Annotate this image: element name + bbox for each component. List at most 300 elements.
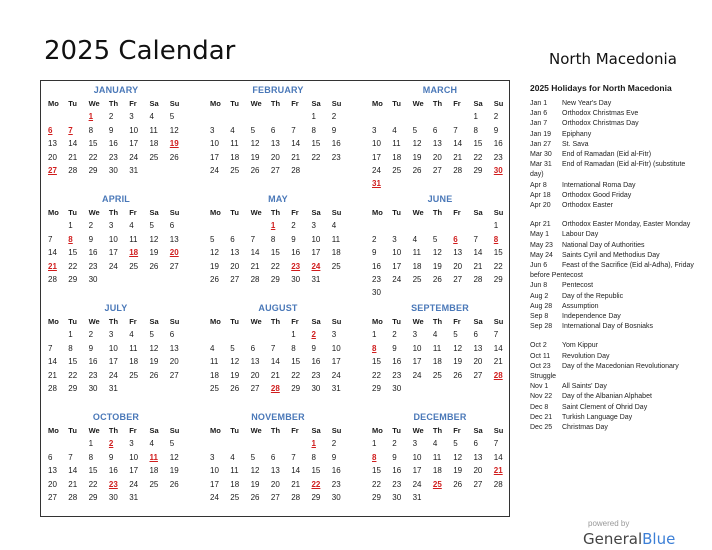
day-cell: 21 [291,479,301,489]
weekday-header: Th [108,426,119,435]
empty-cell [227,328,247,341]
day-cell: 4 [331,221,337,231]
day-cell: 7 [270,343,276,353]
day-cell: 5 [250,452,256,462]
day-cell: 6 [169,221,175,231]
day-cell: 23 [493,152,503,162]
day-cell: 6 [270,452,276,462]
day-cell: 14 [291,466,301,476]
day-cell: 15 [68,357,78,367]
day-cell: 23 [331,152,341,162]
day-cell: 21 [270,370,280,380]
month-february [207,83,349,177]
holiday-date: Oct 2 [530,342,547,350]
holiday-row [530,241,695,251]
day-cell: 12 [250,139,260,149]
holiday-day-cell: 6 [48,125,53,135]
weekday-header: Th [270,317,281,326]
day-cell: 1 [88,439,94,449]
day-cell: 2 [291,221,296,231]
day-cell: 3 [372,125,377,135]
day-cell: 1 [493,221,499,231]
day-cell: 12 [230,357,240,367]
day-cell: 18 [331,248,341,258]
day-cell: 8 [88,452,94,462]
day-cell: 21 [291,152,301,162]
day-cell: 30 [392,492,402,502]
holiday-row [530,230,695,240]
day-cell: 13 [473,452,483,462]
day-cell: 8 [270,234,276,244]
day-cell: 22 [68,370,78,380]
month-title: FEBRUARY [252,85,304,95]
weekday-header: Mo [48,208,59,217]
day-cell: 18 [432,466,442,476]
weekday-header: Tu [68,426,77,435]
holiday-date: May 1 [530,231,550,239]
day-cell: 19 [432,261,442,271]
weekday-header: Mo [48,99,59,108]
month-title: APRIL [102,194,130,204]
holiday-date: Nov 1 [530,383,549,391]
weekday-header: Mo [48,426,59,435]
holiday-row [530,352,695,362]
day-cell: 2 [331,439,337,449]
weekday-header: Su [169,208,180,217]
holiday-row [530,150,695,160]
day-cell: 31 [311,274,321,284]
day-cell: 9 [311,343,316,353]
holidays-title: 2025 Holidays for North Macedonia [530,83,672,93]
day-cell: 20 [432,152,442,162]
month-april [45,192,187,286]
day-cell: 27 [270,165,280,175]
empty-cell [207,437,227,450]
day-cell: 6 [230,234,235,244]
day-cell: 13 [169,234,179,244]
day-cell: 26 [149,261,159,271]
day-cell: 1 [291,330,296,340]
weekday-header: Th [432,317,443,326]
day-cell: 18 [230,479,240,489]
day-cell: 30 [392,383,402,393]
holiday-row [530,109,695,119]
day-cell: 23 [392,479,402,489]
day-cell: 27 [48,492,57,502]
day-cell: 13 [48,139,57,149]
holiday-list [530,99,695,442]
day-cell: 26 [250,165,260,175]
holiday-day-cell: 27 [48,165,57,175]
empty-cell [450,219,470,232]
day-cell: 26 [169,152,179,162]
day-cell: 11 [432,343,442,353]
day-cell: 10 [392,248,402,258]
weekday-header: We [412,208,424,217]
brand-logo[interactable] [583,530,675,548]
weekday-header: Th [270,99,281,108]
day-cell: 15 [270,248,280,258]
holiday-row [530,302,695,312]
day-cell: 22 [493,261,503,271]
empty-cell [369,110,389,123]
weekday-header: Fr [291,208,299,217]
day-cell: 5 [250,125,256,135]
weekday-header: Su [331,208,342,217]
holiday-name: Day of the Republic [562,292,624,300]
weekday-header: Fr [453,208,461,217]
day-cell: 19 [149,248,159,258]
empty-cell [45,437,65,450]
day-cell: 22 [68,261,78,271]
empty-cell [268,437,288,450]
day-cell: 24 [210,492,219,502]
day-cell: 21 [250,261,260,271]
day-cell: 9 [108,452,114,462]
holiday-date: Jan 1 [530,100,548,107]
day-cell: 24 [129,152,139,162]
holiday-day-cell: 7 [68,125,73,135]
day-cell: 9 [372,248,377,258]
holiday-name: Yom Kippur [562,342,598,350]
day-cell: 23 [108,152,118,162]
day-cell: 5 [210,234,215,244]
weekday-header: Fr [453,317,461,326]
day-cell: 26 [250,492,260,502]
day-cell: 31 [412,492,422,502]
day-cell: 4 [230,125,235,135]
holiday-date: May 23 [530,241,553,249]
day-cell: 3 [108,221,114,231]
holiday-day-cell: 22 [311,479,321,489]
weekday-header: Th [108,317,119,326]
holiday-day-cell: 8 [493,234,499,244]
day-cell: 15 [493,248,503,258]
day-cell: 27 [473,370,483,380]
empty-cell [207,328,227,341]
day-cell: 18 [432,357,442,367]
holiday-row [530,261,695,281]
holiday-date: Jan 27 [530,140,552,148]
day-cell: 30 [372,288,381,298]
day-cell: 1 [68,221,73,231]
empty-cell [227,110,247,123]
day-cell: 7 [473,234,478,244]
weekday-header: Su [493,317,504,326]
empty-cell [248,219,268,232]
day-cell: 13 [250,357,260,367]
day-cell: 28 [250,274,260,284]
weekday-header: Su [331,99,342,108]
holiday-name: Orthodox Christmas Eve [562,110,639,118]
weekday-header: Su [493,426,504,435]
day-cell: 13 [473,343,483,353]
weekday-header: Fr [291,317,299,326]
month-october [45,410,187,504]
day-cell: 14 [68,466,78,476]
day-cell: 11 [210,357,219,367]
holiday-row [530,201,695,211]
day-cell: 7 [291,452,296,462]
day-cell: 27 [270,492,280,502]
day-cell: 8 [473,125,478,135]
day-cell: 24 [108,261,118,271]
holiday-date: Apr 20 [530,202,551,210]
holiday-day-cell: 28 [270,383,280,393]
weekday-header: Mo [210,99,221,108]
day-cell: 13 [453,248,463,258]
day-cell: 16 [88,357,98,367]
weekday-header: Sa [149,99,159,108]
day-cell: 6 [432,125,438,135]
day-cell: 20 [270,479,280,489]
holiday-date: Jun 6 [530,262,548,270]
day-cell: 5 [432,234,438,244]
day-cell: 19 [169,466,179,476]
holiday-date: Oct 11 [530,352,551,360]
holiday-date: Jan 7 [530,120,548,128]
day-cell: 10 [372,139,381,149]
day-cell: 12 [453,452,463,462]
holiday-day-cell: 2 [311,330,316,340]
empty-cell [410,110,430,123]
day-cell: 2 [88,330,94,340]
day-cell: 7 [68,452,73,462]
weekday-header: Tu [392,208,401,217]
day-cell: 9 [392,343,397,353]
holiday-row [530,392,695,402]
day-cell: 11 [129,234,138,244]
empty-cell [65,110,85,123]
day-cell: 7 [453,125,458,135]
day-cell: 30 [331,492,341,502]
empty-cell [227,437,247,450]
weekday-header: Su [169,317,180,326]
day-cell: 12 [149,234,159,244]
day-cell: 22 [372,479,381,489]
holiday-day-cell: 1 [88,112,94,122]
day-cell: 26 [169,479,179,489]
day-cell: 19 [412,152,422,162]
holiday-group [530,99,695,211]
weekday-header: Tu [230,426,239,435]
empty-cell [430,219,450,232]
empty-cell [65,437,85,450]
holiday-date: Oct 23 [530,362,551,370]
day-cell: 28 [291,165,301,175]
weekday-header: We [88,99,100,108]
day-cell: 25 [412,274,422,284]
month-july [45,301,187,395]
holiday-date: Dec 25 [530,424,553,432]
weekday-header: Mo [372,99,383,108]
day-cell: 20 [453,261,463,271]
day-cell: 22 [88,479,98,489]
day-cell: 10 [331,343,341,353]
day-cell: 17 [108,357,118,367]
day-cell: 22 [311,152,321,162]
day-cell: 22 [270,261,280,271]
holiday-row [530,119,695,129]
holiday-name: Orthodox Christmas Day [562,120,639,128]
weekday-header: Mo [210,208,221,217]
holiday-date: Jan 6 [530,110,548,118]
day-cell: 16 [108,466,118,476]
day-cell: 11 [392,139,401,149]
day-cell: 17 [392,261,402,271]
day-cell: 19 [250,152,260,162]
day-cell: 17 [108,248,118,258]
weekday-header: Th [108,99,119,108]
day-cell: 4 [392,125,397,135]
weekday-header: Mo [372,317,383,326]
day-cell: 26 [432,274,442,284]
weekday-header: We [250,208,262,217]
holiday-day-cell: 20 [169,248,179,258]
day-cell: 3 [129,439,134,449]
day-cell: 11 [149,125,158,135]
day-cell: 6 [169,330,175,340]
month-january [45,83,187,177]
day-cell: 10 [412,343,422,353]
day-cell: 29 [372,492,381,502]
day-cell: 17 [412,357,422,367]
empty-cell [248,110,268,123]
holiday-date: Jun 8 [530,282,548,290]
day-cell: 11 [331,234,341,244]
empty-cell [410,219,430,232]
day-cell: 10 [108,234,118,244]
day-cell: 20 [473,466,483,476]
day-cell: 31 [129,165,139,175]
day-cell: 29 [291,383,301,393]
weekday-header: We [250,317,262,326]
day-cell: 23 [311,370,321,380]
weekday-header: Mo [372,426,383,435]
weekday-header: Su [493,99,504,108]
day-cell: 7 [48,234,53,244]
day-cell: 24 [412,370,422,380]
day-cell: 25 [432,370,442,380]
weekday-header: Tu [392,99,401,108]
weekday-header: Th [432,208,443,217]
holiday-row [530,140,695,150]
day-cell: 24 [412,479,422,489]
weekday-header: We [412,317,424,326]
day-cell: 5 [149,221,154,231]
empty-cell [227,219,247,232]
month-title: JANUARY [93,85,139,95]
day-cell: 9 [331,452,337,462]
day-cell: 16 [291,248,301,258]
day-cell: 29 [372,383,381,393]
empty-cell [369,219,389,232]
weekday-header: Su [493,208,504,217]
holiday-name: Saints Cyril and Methodius Day [562,251,660,259]
day-cell: 16 [493,139,503,149]
day-cell: 8 [311,452,316,462]
weekday-header: Sa [473,426,483,435]
holiday-row [530,322,695,332]
holiday-name: Epiphany [562,130,592,138]
day-cell: 16 [331,139,341,149]
day-cell: 12 [432,248,442,258]
holiday-name: Feast of the Sacrifice (Eid al-Adha), Friday before Pentecost [530,262,694,280]
weekday-header: Fr [453,99,461,108]
day-cell: 28 [453,165,463,175]
day-cell: 17 [210,152,219,162]
day-cell: 14 [473,248,483,258]
holiday-date: Sep 28 [530,323,553,331]
holiday-date: Apr 18 [530,191,551,199]
empty-cell [470,219,490,232]
holiday-day-cell: 8 [372,343,377,353]
holiday-date: Mar 30 [530,151,552,159]
day-cell: 4 [432,330,438,340]
day-cell: 4 [149,439,154,449]
holiday-name: International Roma Day [562,181,636,189]
holiday-day-cell: 28 [493,370,503,380]
day-cell: 31 [129,492,139,502]
month-title: OCTOBER [92,412,140,422]
day-cell: 30 [88,274,98,284]
month-december [369,410,511,504]
weekday-header: Tu [230,208,239,217]
day-cell: 12 [169,125,179,135]
day-cell: 27 [230,274,240,284]
day-cell: 13 [270,466,280,476]
weekday-header: Tu [68,317,77,326]
weekday-header: Th [432,426,443,435]
holiday-day-cell: 1 [270,221,276,231]
day-cell: 31 [331,383,341,393]
day-cell: 19 [230,370,240,380]
empty-cell [288,437,308,450]
day-cell: 20 [48,479,57,489]
day-cell: 30 [108,492,118,502]
day-cell: 29 [88,492,98,502]
weekday-header: Tu [68,99,77,108]
holiday-day-cell: 23 [291,261,301,271]
weekday-header: Sa [311,317,321,326]
day-cell: 7 [493,330,499,340]
day-cell: 6 [48,452,53,462]
day-cell: 21 [68,479,78,489]
holiday-day-cell: 24 [311,261,321,271]
day-cell: 24 [210,165,219,175]
day-cell: 8 [88,125,94,135]
day-cell: 4 [230,452,235,462]
day-cell: 9 [392,452,397,462]
month-march [369,83,511,191]
day-cell: 1 [372,439,377,449]
day-cell: 17 [210,479,219,489]
weekday-header: Mo [48,317,59,326]
day-cell: 8 [311,125,316,135]
day-cell: 19 [453,466,463,476]
day-cell: 26 [412,165,422,175]
country-name: North Macedonia [549,50,677,68]
day-cell: 16 [331,466,341,476]
day-cell: 13 [169,343,179,353]
day-cell: 7 [291,125,296,135]
day-cell: 10 [129,125,139,135]
day-cell: 29 [270,274,280,284]
weekday-header: Sa [473,99,483,108]
day-cell: 3 [129,112,134,122]
day-cell: 14 [493,343,503,353]
day-cell: 22 [291,370,301,380]
